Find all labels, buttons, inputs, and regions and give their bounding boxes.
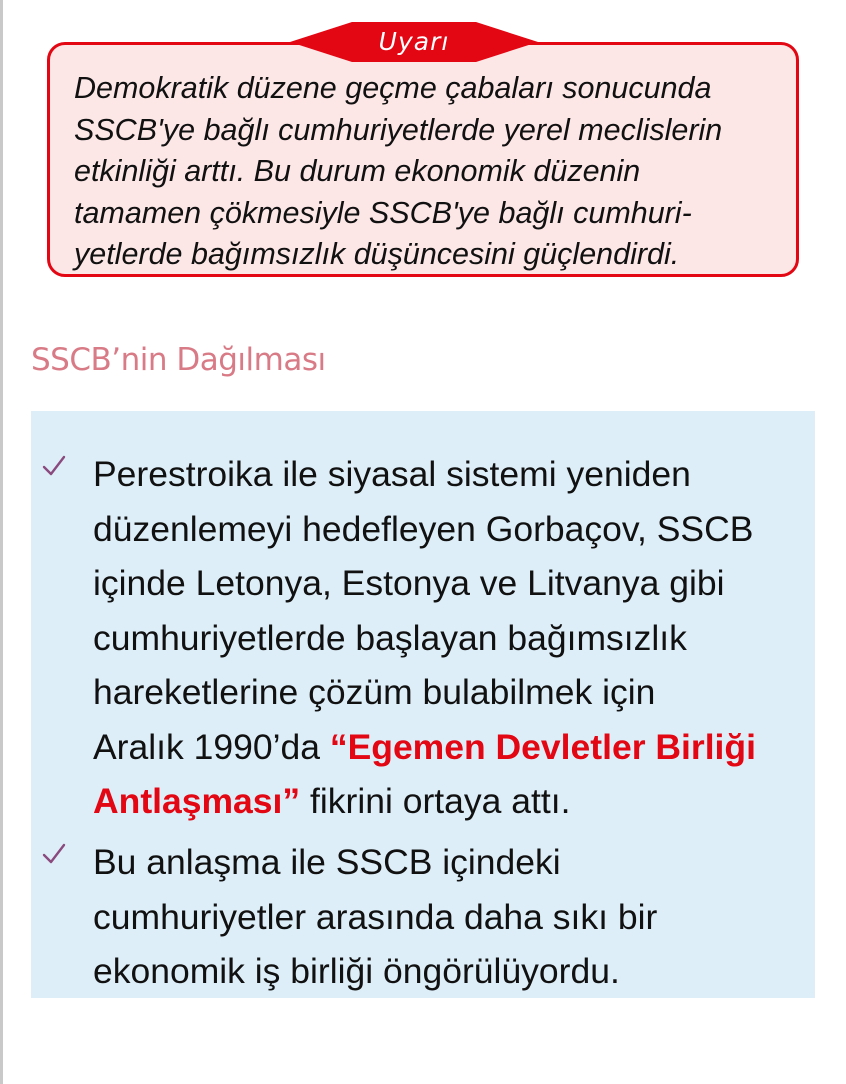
check-icon — [41, 453, 67, 479]
bullet-line: ekonomik iş birliği öngörülüyordu. — [93, 951, 620, 991]
warning-line: Demokratik düzene geçme çabaları sonucunda — [74, 71, 712, 105]
warning-text — [74, 68, 794, 276]
bullet-text — [93, 447, 813, 829]
bullet-line: düzenlemeyi hedefleyen Gorbaçov, SSCB — [93, 508, 754, 549]
bullet-line: Perestroika ile siyasal sistemi yeniden — [93, 454, 691, 494]
emphasis-text: “Egemen Devletler Birliği — [329, 726, 756, 767]
warning-tag — [290, 22, 538, 62]
emphasis-text: Antlaşması” — [93, 781, 301, 821]
warning-line: SSCB'ye bağlı cumhuriyetlerde yerel meclislerin — [74, 112, 723, 147]
warning-tag-label: Uyarı — [378, 27, 450, 56]
bullet-line — [93, 774, 813, 829]
warning-line: etkinliği arttı. Bu durum ekonomik düzenin — [74, 154, 641, 188]
check-icon — [41, 841, 67, 867]
bullet-text — [93, 835, 813, 999]
bullet-line-suffix: fikrini ortaya attı. — [300, 781, 571, 821]
warning-line: tamamen çökmesiyle SSCB'ye bağlı cumhuri- — [74, 195, 692, 230]
bullet-line: cumhuriyetlerde başlayan bağımsızlık — [93, 617, 687, 658]
bullet-line — [93, 720, 813, 775]
bullet-line: Bu anlaşma ile SSCB içindeki — [93, 842, 561, 882]
section-title: SSCB’nin Dağılması — [31, 342, 326, 378]
bullet-line: içinde Letonya, Estonya ve Litvanya gibi — [93, 563, 725, 603]
bullet-line-prefix: Aralık 1990’da — [93, 726, 330, 767]
bullet-line: hareketlerine çözüm bulabilmek için — [93, 672, 656, 712]
content-box — [31, 411, 815, 998]
bullet-line: cumhuriyetler arasında daha sıkı bir — [93, 896, 658, 937]
page-edge — [0, 0, 3, 1084]
warning-line: yetlerde bağımsızlık düşüncesini güçlendirdi. — [74, 237, 680, 271]
